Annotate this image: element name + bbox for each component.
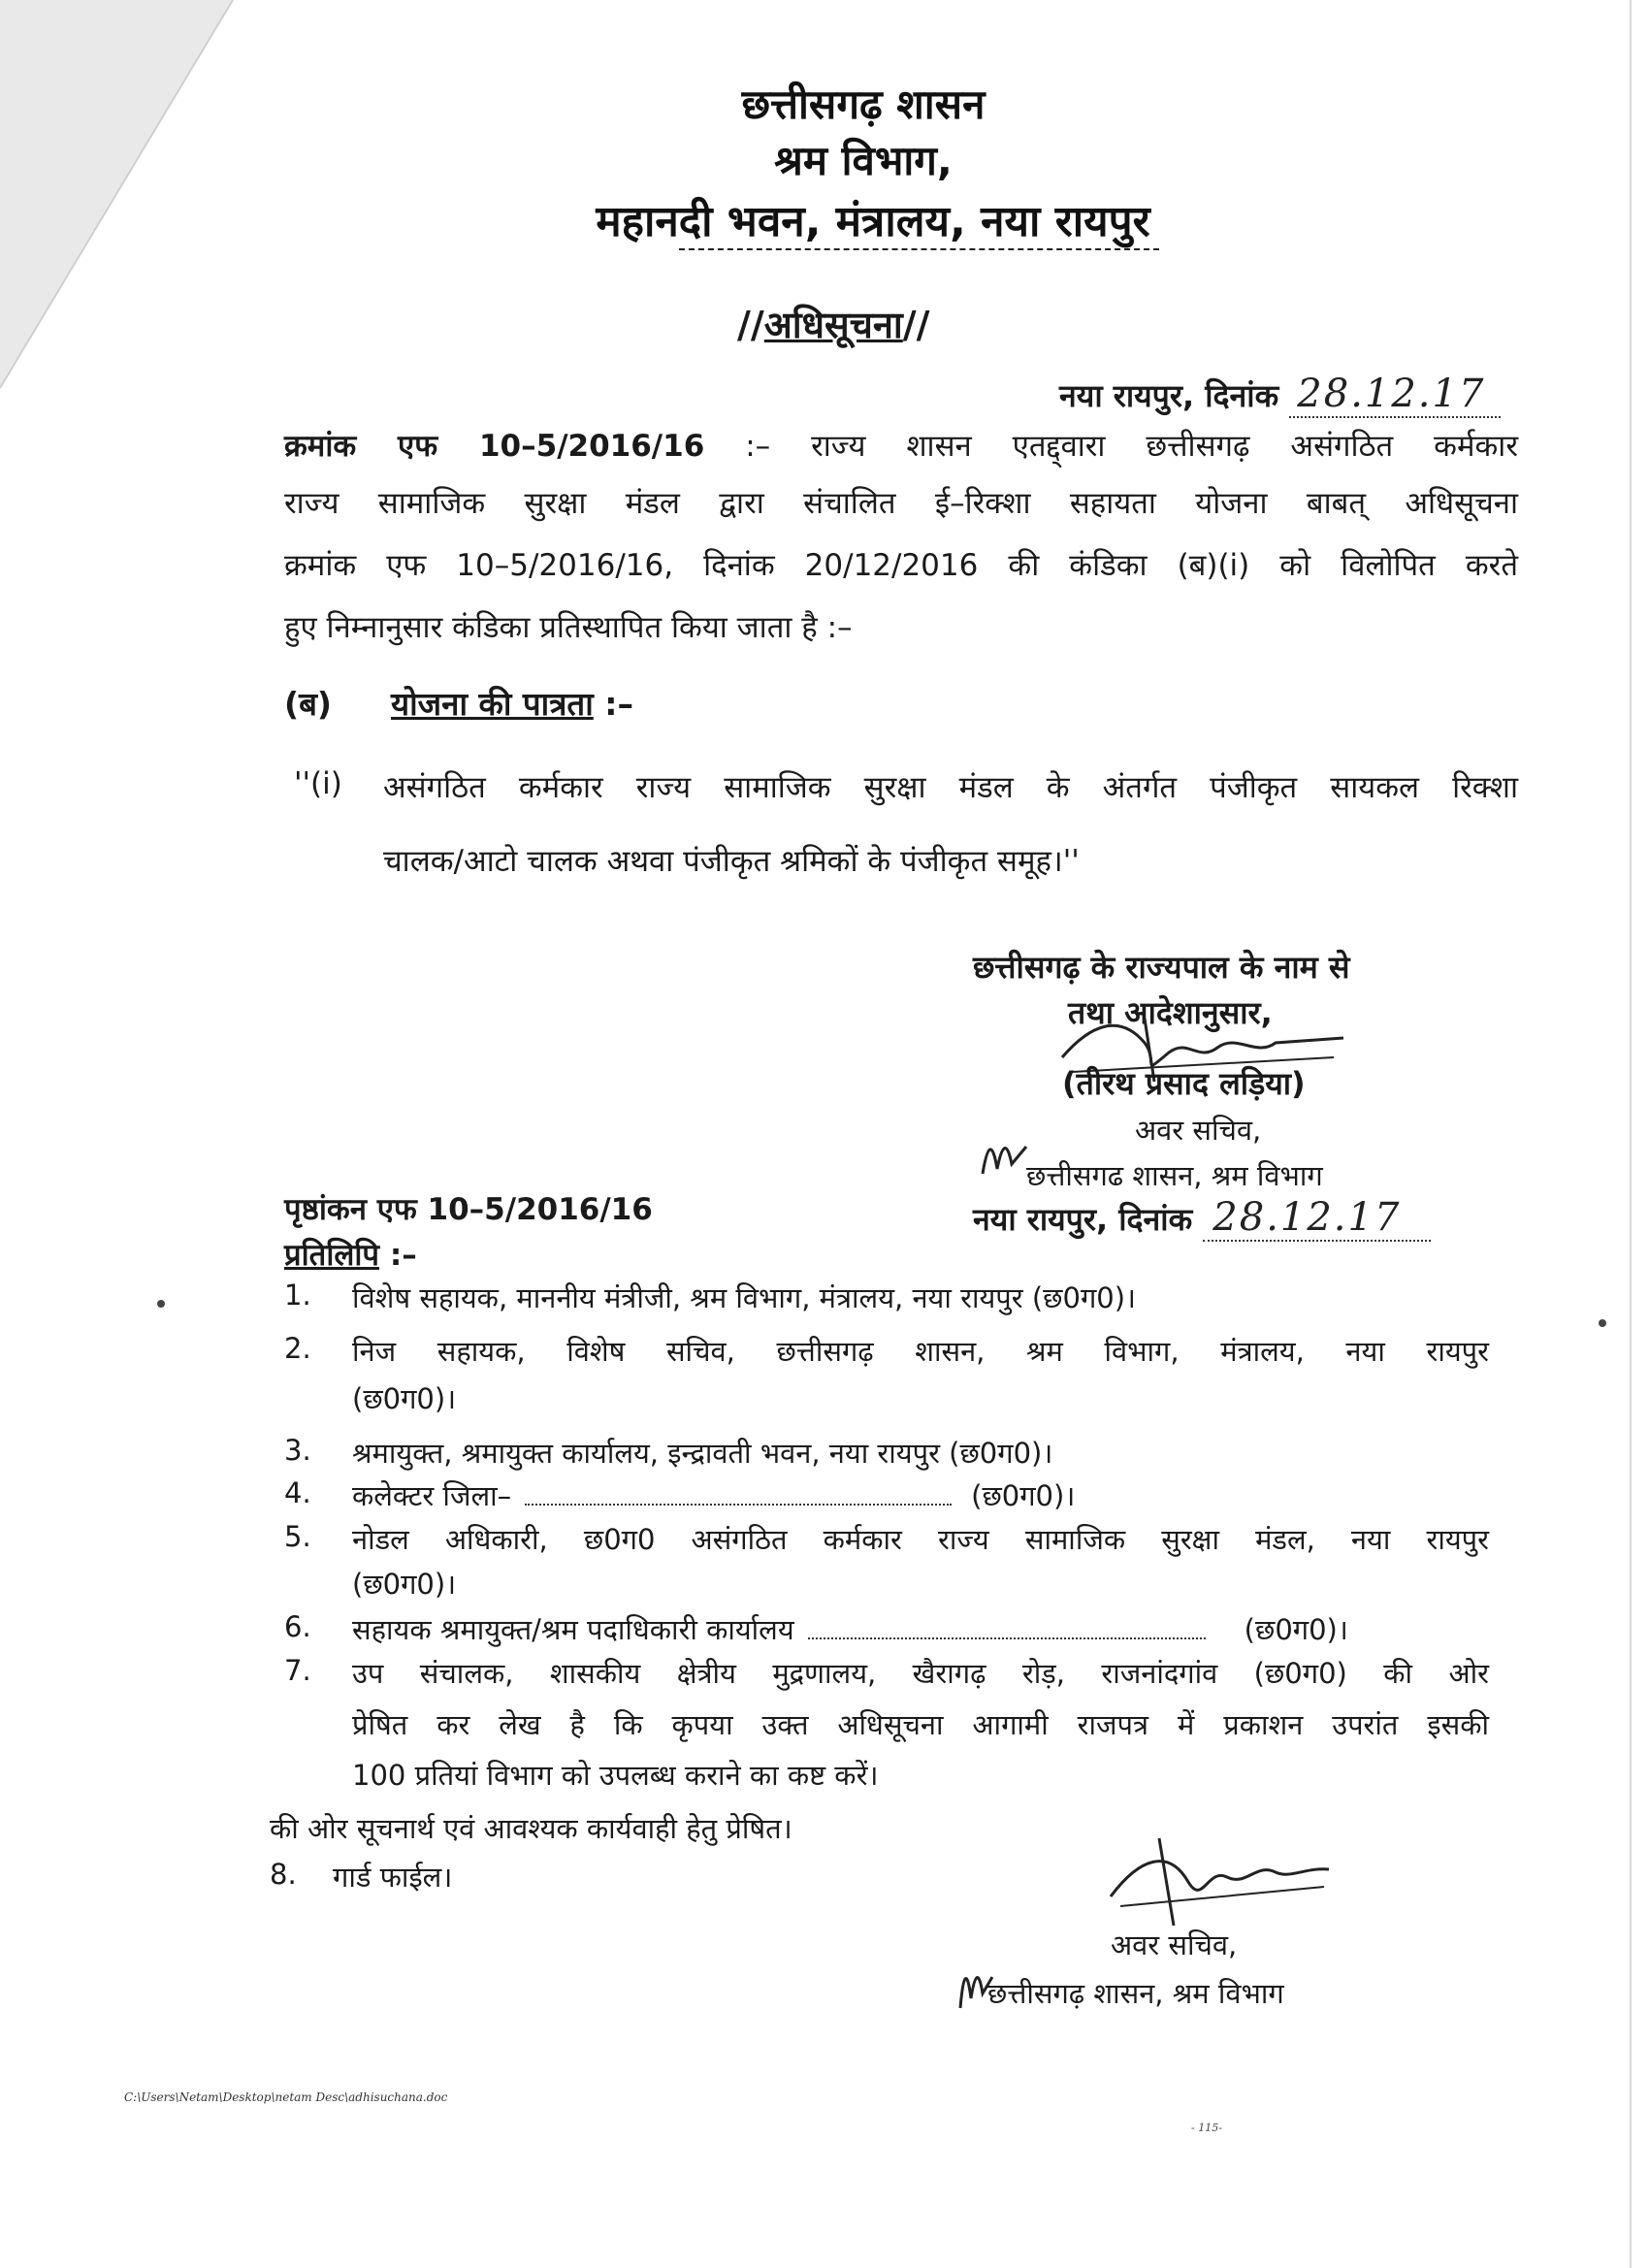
order-number: क्रमांक एफ 10–5/2016/16 [284, 429, 705, 464]
footer-handwritten-signature [1082, 1829, 1343, 1935]
copy-item-2-line1: निज सहायक, विशेष सचिव, छत्तीसगढ़ शासन, श्रम विभाग, मंत्रालय, नया रायपुर [352, 1335, 1489, 1368]
copy-item-number: 4. [284, 1476, 311, 1509]
footer-department: छत्तीसगढ़ शासन, श्रम विभाग [987, 1977, 1284, 2010]
body-line-3: क्रमांक एफ 10–5/2016/16, दिनांक 20/12/2016 की कंडिका (ब)(i) को विलोपित करते [284, 548, 1518, 583]
endorsement-handwritten-date: 28.12.17 [1212, 1195, 1402, 1240]
issue-date-line: नया रायपुर, दिनांक 28.12.17 [1059, 372, 1501, 418]
clause-line-1: असंगठित कर्मकार राज्य सामाजिक सुरक्षा मंडल के अंतर्गत पंजीकृत सायकल रिक्शा [383, 770, 1518, 805]
copy-item-number: 8. [270, 1858, 297, 1891]
copy-item-1: विशेष सहायक, माननीय मंत्रीजी, श्रम विभाग, मंत्रालय, नया रायपुर (छ0ग0)। [352, 1281, 1137, 1314]
notification-title: //अधिसूचना// [737, 304, 930, 346]
copy-item-7-line3: 100 प्रतियां विभाग को उपलब्ध कराने का कष्ट करें। [352, 1759, 879, 1792]
endorsement-number: पृष्ठांकन एफ 10–5/2016/16 [284, 1192, 653, 1227]
section-heading: योजना की पात्रता :– [391, 685, 633, 723]
punch-mark-left [157, 1300, 165, 1308]
section-marker: (ब) [284, 685, 333, 723]
header-government: छत्तीसगढ़ शासन [741, 81, 986, 128]
body-line-2: राज्य सामाजिक सुरक्षा मंडल द्वारा संचालित ई–रिक्शा सहायता योजना बाबत् अधिसूचना [284, 486, 1518, 521]
order-first-line: क्रमांक एफ 10–5/2016/16 :– राज्य शासन एतद्द्वारा छत्तीसगढ़ असंगठित कर्मकार [284, 429, 1518, 464]
copy-item-number: 7. [284, 1654, 311, 1687]
header-divider [679, 248, 1159, 250]
punch-mark-right [1599, 1319, 1606, 1327]
clause-line-2: चालक/आटो चालक अथवा पंजीकृत श्रमिकों के पंजीकृत समूह।'' [383, 844, 1080, 879]
copy-item-4: कलेक्टर जिला– (छ0ग0)। [352, 1479, 1076, 1512]
header-department: श्रम विभाग, [774, 137, 953, 184]
copy-item-5-line2: (छ0ग0)। [352, 1568, 457, 1601]
copy-item-8: गार्ड फाईल। [333, 1861, 453, 1894]
page-number: - 115- [1191, 2122, 1222, 2134]
signatory-name: (तीरथ प्रसाद लड़िया) [1062, 1065, 1306, 1102]
signature-authority-line2: तथा आदेशानुसार, [1068, 994, 1273, 1031]
handwritten-date: 28.12.17 [1297, 372, 1486, 416]
copy-item-2-line2: (छ0ग0)। [352, 1382, 457, 1415]
body-line-4: हुए निम्नानुसार कंडिका प्रतिस्थापित किया जाता है :– [284, 610, 853, 645]
scan-right-edge [1630, 0, 1632, 2268]
initial-mark [978, 1135, 1031, 1183]
copy-item-3: श्रमायुक्त, श्रमायुक्त कार्यालय, इन्द्रावती भवन, नया रायपुर (छ0ग0)। [352, 1437, 1053, 1470]
signature-authority-line1: छत्तीसगढ़ के राज्यपाल के नाम से [973, 949, 1350, 986]
copy-item-number: 3. [284, 1434, 311, 1467]
copy-to-heading: प्रतिलिपि :– [284, 1238, 417, 1273]
copy-item-number: 6. [284, 1610, 311, 1643]
footer-designation: अवर सचिव, [1111, 1928, 1238, 1961]
copy-item-7-line2: प्रेषित कर लेख है कि कृपया उक्त अधिसूचना आगामी राजपत्र में प्रकाशन उपरांत इसकी [352, 1708, 1489, 1741]
clause-marker: ''(i) [294, 766, 342, 801]
copy-item-5-line1: नोडल अधिकारी, छ0ग0 असंगठित कर्मकार राज्य सामाजिक सुरक्षा मंडल, नया रायपुर [352, 1523, 1489, 1556]
copy-item-6: सहायक श्रमायुक्त/श्रम पदाधिकारी कार्यालय (छ0ग0)। [352, 1613, 1348, 1646]
file-path: C:\Users\Netam\Desktop\netam Desc\adhisuchana.doc [124, 2090, 448, 2104]
header-address: महानदी भवन, मंत्रालय, नया रायपुर [596, 197, 1150, 246]
signatory-department: छत्तीसगढ शासन, श्रम विभाग [1026, 1159, 1323, 1192]
signatory-designation: अवर सचिव, [1135, 1114, 1262, 1147]
copy-item-number: 2. [284, 1332, 311, 1365]
forward-note: की ओर सूचनार्थ एवं आवश्यक कार्यवाही हेतु प्रेषित। [270, 1812, 792, 1845]
copy-item-7-line1: उप संचालक, शासकीय क्षेत्रीय मुद्रणालय, खैरागढ़ रोड़, राजनांदगांव (छ0ग0) की ओर [352, 1657, 1489, 1690]
copy-item-number: 5. [284, 1520, 311, 1553]
copy-item-number: 1. [284, 1279, 311, 1312]
endorsement-date-line: नया रायपुर, दिनांक 28.12.17 [973, 1195, 1431, 1242]
